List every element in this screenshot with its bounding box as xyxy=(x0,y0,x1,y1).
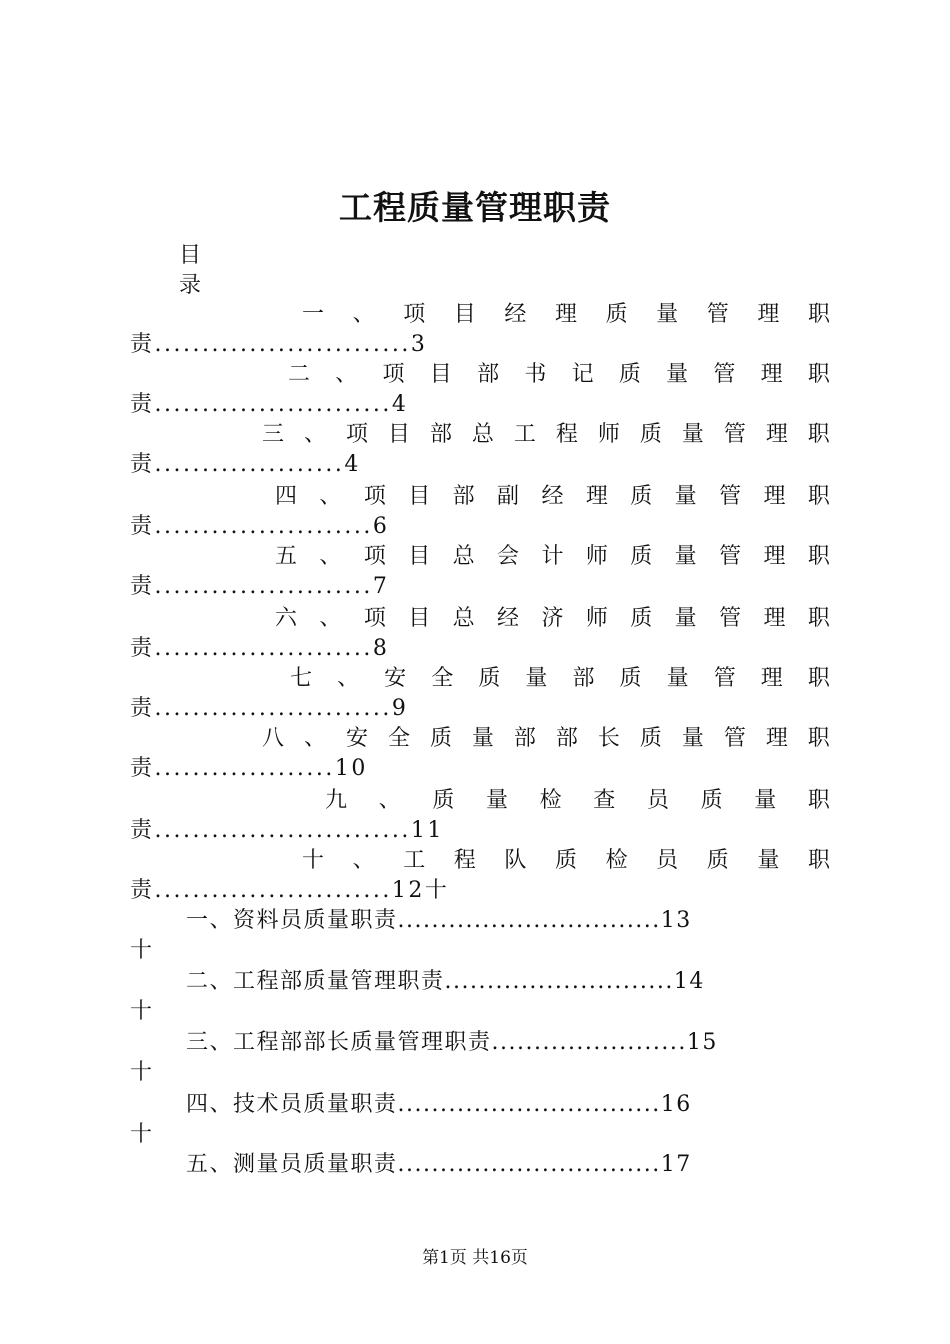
toc-heading-char: 项 xyxy=(382,362,405,387)
toc-entry-heading xyxy=(262,420,830,450)
toc-heading-char: 量 xyxy=(674,544,697,569)
toc-entry-page-line: 责.........................9 xyxy=(130,696,409,721)
toc-heading-char: 安 xyxy=(384,666,407,691)
toc-heading-char: 经 xyxy=(504,302,527,327)
toc-heading-char: 管 xyxy=(719,484,742,509)
toc-heading-char: 三 xyxy=(262,422,285,447)
toc-heading-char: 五 xyxy=(275,544,298,569)
toc-heading-char: 四 xyxy=(275,484,298,509)
toc-heading-char: 安 xyxy=(345,726,368,751)
toc-heading-char: 理 xyxy=(757,302,780,327)
toc-heading-char: 量 xyxy=(754,788,777,813)
toc-heading-char: 全 xyxy=(431,666,454,691)
toc-heading-char: 量 xyxy=(656,302,679,327)
toc-entry: 三、工程部部长质量管理职责.......................15 xyxy=(186,1030,718,1055)
toc-heading-char: 员 xyxy=(646,788,669,813)
toc-heading-char: 一 xyxy=(302,302,325,327)
toc-heading-char: 职 xyxy=(807,484,830,509)
toc-entry-page-line: 责....................4 xyxy=(130,452,361,477)
toc-heading-char: 计 xyxy=(541,544,564,569)
toc-heading-char: 质 xyxy=(630,484,653,509)
toc-heading-char: 质 xyxy=(630,544,653,569)
toc-continuation-mark: 十 xyxy=(130,1122,153,1147)
toc-entry-page-line: 责.......................6 xyxy=(130,514,390,539)
toc-heading-char: 师 xyxy=(585,544,608,569)
toc-heading-char: 质 xyxy=(605,302,628,327)
toc-entry-heading xyxy=(262,724,830,754)
toc-heading-char: 理 xyxy=(765,422,788,447)
toc-heading-char: 目 xyxy=(429,362,452,387)
toc-heading-char: 队 xyxy=(504,848,527,873)
toc-heading-char: 质 xyxy=(432,788,455,813)
toc-entry: 一、资料员质量职责...............................13 xyxy=(186,908,692,933)
toc-heading-char: 项 xyxy=(363,484,386,509)
toc-heading-char: 管 xyxy=(713,362,736,387)
toc-heading-char: 部 xyxy=(429,422,452,447)
toc-heading-char: 职 xyxy=(807,666,830,691)
toc-heading-char: 管 xyxy=(706,302,729,327)
toc-heading-char: 二 xyxy=(288,362,311,387)
toc-heading-char: 理 xyxy=(554,302,577,327)
toc-heading-char: 程 xyxy=(453,848,476,873)
toc-entry: 二、工程部质量管理职责...........................14 xyxy=(186,969,705,994)
toc-heading-char: 职 xyxy=(807,422,830,447)
toc-heading-char: 量 xyxy=(471,726,494,751)
toc-heading-char: 质 xyxy=(630,606,653,631)
toc-heading-char: 、 xyxy=(303,422,326,447)
toc-heading-char: 项 xyxy=(403,302,426,327)
toc-heading-char: 职 xyxy=(807,362,830,387)
toc-heading-char: 师 xyxy=(585,606,608,631)
toc-heading-char: 理 xyxy=(760,666,783,691)
toc-heading-char: 部 xyxy=(513,726,536,751)
toc-heading-char: 项 xyxy=(345,422,368,447)
toc-heading-char: 管 xyxy=(723,726,746,751)
toc-continuation-mark: 十 xyxy=(130,1060,153,1085)
toc-heading-char: 管 xyxy=(713,666,736,691)
toc-heading-char: 管 xyxy=(719,606,742,631)
toc-heading-char: 工 xyxy=(513,422,536,447)
toc-heading-char: 理 xyxy=(760,362,783,387)
toc-heading-char: 、 xyxy=(319,484,342,509)
toc-entry-heading xyxy=(288,360,830,390)
toc-heading-char: 量 xyxy=(674,484,697,509)
toc-heading-char: 质 xyxy=(618,362,641,387)
toc-heading-char: 质 xyxy=(429,726,452,751)
toc-entry-heading xyxy=(275,482,830,512)
toc-entry-heading xyxy=(302,300,830,330)
toc-heading-char: 量 xyxy=(681,726,704,751)
toc-heading-char: 会 xyxy=(497,544,520,569)
toc-heading-char: 理 xyxy=(763,606,786,631)
toc-heading-char: 九 xyxy=(325,788,348,813)
toc-heading-char: 、 xyxy=(319,544,342,569)
toc-heading-char: 八 xyxy=(262,726,285,751)
toc-heading-char: 理 xyxy=(765,726,788,751)
toc-heading-char: 目 xyxy=(408,544,431,569)
toc-heading-char: 书 xyxy=(524,362,547,387)
toc-heading-char: 总 xyxy=(452,606,475,631)
document-title: 工程质量管理职责 xyxy=(339,188,611,227)
toc-heading-char: 管 xyxy=(719,544,742,569)
toc-continuation-mark: 十 xyxy=(130,999,153,1024)
toc-continuation-mark: 十 xyxy=(130,938,153,963)
toc-heading-char: 员 xyxy=(656,848,679,873)
toc-heading-char: 师 xyxy=(597,422,620,447)
toc-heading-char: 职 xyxy=(807,544,830,569)
toc-entry-heading xyxy=(275,604,830,634)
toc-heading-char: 七 xyxy=(290,666,313,691)
toc-heading-char: 量 xyxy=(485,788,508,813)
toc-heading-char-2: 录 xyxy=(179,273,202,298)
toc-heading-char: 理 xyxy=(763,544,786,569)
toc-heading-char: 十 xyxy=(302,848,325,873)
toc-heading-char: 质 xyxy=(700,788,723,813)
toc-heading-char: 工 xyxy=(403,848,426,873)
toc-heading-char: 量 xyxy=(674,606,697,631)
toc-heading-char: 六 xyxy=(275,606,298,631)
toc-heading-char: 检 xyxy=(605,848,628,873)
toc-heading-char: 、 xyxy=(319,606,342,631)
toc-heading-char: 量 xyxy=(666,666,689,691)
toc-heading-char: 量 xyxy=(757,848,780,873)
toc-heading-char: 目 xyxy=(408,606,431,631)
toc-heading-char: 查 xyxy=(593,788,616,813)
toc-heading-char: 全 xyxy=(387,726,410,751)
toc-entry: 五、测量员质量职责...............................17 xyxy=(186,1152,692,1177)
toc-heading-char: 、 xyxy=(378,788,401,813)
page-footer: 第1页 共16页 xyxy=(422,1248,528,1268)
toc-entry-page-line: 责.......................8 xyxy=(130,636,390,661)
toc-heading-char: 经 xyxy=(541,484,564,509)
toc-heading-char: 济 xyxy=(541,606,564,631)
toc-heading-char: 检 xyxy=(539,788,562,813)
toc-heading-char: 质 xyxy=(639,726,662,751)
toc-heading-char: 职 xyxy=(807,302,830,327)
toc-entry-page-line: 责.......................7 xyxy=(130,574,390,599)
toc-heading-char: 理 xyxy=(763,484,786,509)
toc-entry: 四、技术员质量职责...............................16 xyxy=(186,1092,692,1117)
toc-heading-char: 经 xyxy=(497,606,520,631)
toc-heading-char: 长 xyxy=(597,726,620,751)
toc-heading-char: 部 xyxy=(572,666,595,691)
toc-heading-char: 、 xyxy=(335,362,358,387)
toc-heading-char: 质 xyxy=(478,666,501,691)
toc-heading-char: 部 xyxy=(477,362,500,387)
toc-entry-heading xyxy=(302,846,830,876)
toc-heading-char: 项 xyxy=(363,606,386,631)
toc-heading-char: 理 xyxy=(585,484,608,509)
toc-heading-char-1: 目 xyxy=(179,243,202,268)
toc-heading-char: 目 xyxy=(453,302,476,327)
toc-heading-char: 副 xyxy=(497,484,520,509)
toc-entry-page-line: 责.........................12十 xyxy=(130,878,450,903)
toc-heading-char: 量 xyxy=(681,422,704,447)
toc-heading-char: 量 xyxy=(525,666,548,691)
toc-heading-char: 质 xyxy=(554,848,577,873)
toc-heading-char: 质 xyxy=(706,848,729,873)
toc-heading-char: 、 xyxy=(303,726,326,751)
toc-heading-char: 项 xyxy=(363,544,386,569)
toc-heading-char: 部 xyxy=(452,484,475,509)
toc-entry-page-line: 责...........................11 xyxy=(130,818,444,843)
toc-heading-char: 、 xyxy=(337,666,360,691)
toc-heading-char: 职 xyxy=(807,726,830,751)
toc-heading-char: 质 xyxy=(639,422,662,447)
toc-entry-page-line: 责.........................4 xyxy=(130,392,409,417)
toc-entry-page-line: 责...................10 xyxy=(130,756,368,781)
toc-heading-char: 、 xyxy=(352,848,375,873)
toc-heading-char: 职 xyxy=(807,606,830,631)
toc-heading-char: 部 xyxy=(555,726,578,751)
toc-heading-char: 目 xyxy=(387,422,410,447)
toc-entry-heading xyxy=(325,786,830,816)
toc-heading-char: 管 xyxy=(723,422,746,447)
toc-heading-char: 总 xyxy=(452,544,475,569)
toc-heading-char: 总 xyxy=(471,422,494,447)
toc-heading-char: 目 xyxy=(408,484,431,509)
toc-heading-char: 、 xyxy=(352,302,375,327)
toc-entry-page-line: 责...........................3 xyxy=(130,332,428,357)
toc-heading-char: 程 xyxy=(555,422,578,447)
toc-heading-char: 记 xyxy=(571,362,594,387)
toc-entry-heading xyxy=(275,542,830,572)
toc-entry-heading xyxy=(290,664,830,694)
toc-heading-char: 质 xyxy=(619,666,642,691)
toc-heading-char: 量 xyxy=(666,362,689,387)
toc-heading-char: 职 xyxy=(807,788,830,813)
toc-heading-char: 职 xyxy=(807,848,830,873)
